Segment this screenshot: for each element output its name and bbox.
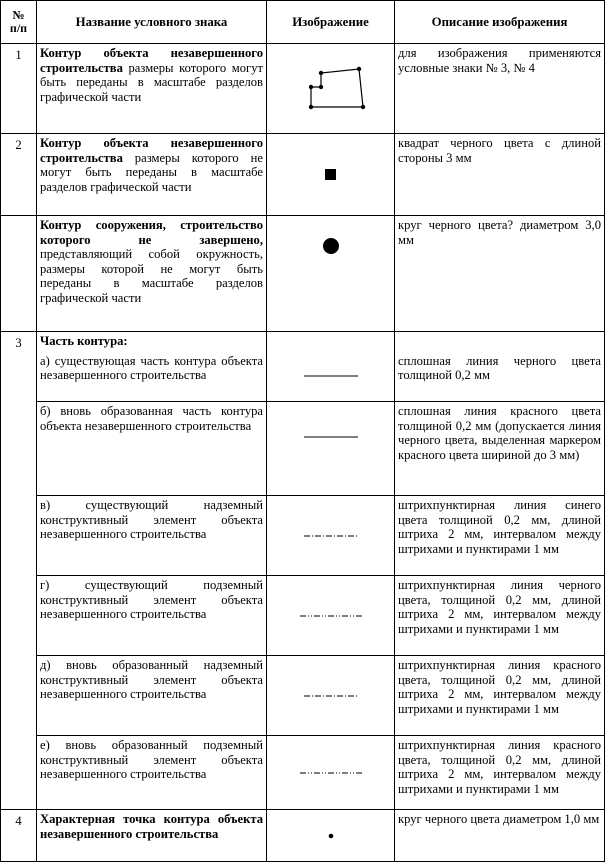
row-name: а) существующая часть контура объекта незавершенного строительства — [37, 352, 267, 402]
header-num: № п/п — [1, 1, 37, 44]
row-name-rest: размеры которого могут быть переданы в масштабе разделов графической части — [40, 60, 263, 104]
row-desc: круг черного цвета диаметром 1,0 мм — [395, 810, 605, 862]
row-name-rest: представляющий собой окружность, размеры которой не могут быть переданы в масштабе разделов графической части — [40, 247, 263, 305]
table-row — [1, 332, 605, 352]
table-row — [1, 656, 605, 736]
solid-line-icon — [286, 434, 376, 440]
row-desc: квадрат черного цвета с длиной стороны 3 мм — [395, 134, 605, 216]
row-name — [37, 134, 267, 216]
table-row — [1, 576, 605, 656]
row-name — [37, 44, 267, 134]
row-name-rest: размеры которого не могут быть переданы в масштабе разделов графической части — [40, 150, 263, 194]
row3-title-desc-cell — [395, 332, 605, 352]
row-desc: сплошная линия красного цвета толщиной 0,2 мм (допускается линия черного цвета, выделенная маркером красного цвета шириной до 3 мм) — [395, 402, 605, 496]
row-desc: штрихпунктирная линия синего цвета толщиной 0,2 мм, длиной штриха 2 мм, интервалом между штрихами и пунктирами 1 мм — [395, 496, 605, 576]
row-image-cell — [267, 352, 395, 402]
table-row — [1, 736, 605, 810]
small-dot-icon — [327, 832, 335, 840]
row-image-cell — [267, 656, 395, 736]
row3-title: Часть контура: — [37, 332, 267, 352]
row-num: 1 — [1, 44, 37, 134]
row3-title-image-cell — [267, 332, 395, 352]
dash-dot-line-icon — [286, 693, 376, 699]
polygon-contour-icon — [291, 59, 371, 119]
solid-line-icon — [286, 373, 376, 379]
row-image-cell — [267, 402, 395, 496]
header-name: Название условного знака — [37, 1, 267, 44]
dash-dot-line-icon — [286, 533, 376, 539]
row-image-cell — [267, 810, 395, 862]
row-desc: круг черного цвета? диаметром 3,0 мм — [395, 216, 605, 332]
table-row — [1, 402, 605, 496]
row-num: 3 — [1, 332, 37, 810]
table-row — [1, 810, 605, 862]
table-row — [1, 44, 605, 134]
row-name: г) существующий подземный конструктивный элемент объекта незавершенного строительства — [37, 576, 267, 656]
row-name: б) вновь образованная часть контура объекта незавершенного строительства — [37, 402, 267, 496]
row-desc: штрихпунктирная линия черного цвета, толщиной 0,2 мм, длиной штриха 2 мм, интервалом между штрихами и пунктирами 1 мм — [395, 576, 605, 656]
table-row — [1, 216, 605, 332]
row-desc: штрихпунктирная линия красного цвета, толщиной 0,2 мм, длиной штриха 2 мм, интервалом между штрихами и пунктирами 1 мм — [395, 736, 605, 810]
table-row — [1, 496, 605, 576]
row-desc: штрихпунктирная линия красного цвета, толщиной 0,2 мм, длиной штриха 2 мм, интервалом между штрихами и пунктирами 1 мм — [395, 656, 605, 736]
row-image-cell — [267, 44, 395, 134]
table-row — [1, 352, 605, 402]
row-image-cell — [267, 134, 395, 216]
dash-dot-dot-line-icon — [286, 770, 376, 776]
row-name: в) существующий надземный конструктивный элемент объекта незавершенного строительства — [37, 496, 267, 576]
row-name — [37, 216, 267, 332]
row-num: 2 — [1, 134, 37, 216]
row-name-bold: Контур сооружения, строительство которого не завершено, — [40, 218, 263, 247]
row-name: е) вновь образованный подземный конструктивный элемент объекта незавершенного строительства — [37, 736, 267, 810]
table-header-row — [1, 1, 605, 44]
row-name: д) вновь образованный надземный конструктивный элемент объекта незавершенного строительства — [37, 656, 267, 736]
row-image-cell — [267, 216, 395, 332]
row-image-cell — [267, 496, 395, 576]
row-desc: для изображения применяются условные знаки № 3, № 4 — [395, 44, 605, 134]
row-name-bold: Контур объекта незавершенного строительства — [40, 46, 263, 75]
row-image-cell — [267, 576, 395, 656]
row-num — [1, 216, 37, 332]
row-image-cell — [267, 736, 395, 810]
row-name-bold: Контур объекта незавершенного строительства — [40, 136, 263, 165]
row-num: 4 — [1, 810, 37, 862]
header-image: Изображение — [267, 1, 395, 44]
header-desc: Описание изображения — [395, 1, 605, 44]
table-row — [1, 134, 605, 216]
row-name: Характерная точка контура объекта незавершенного строительства — [37, 810, 267, 862]
dash-dot-dot-line-icon — [286, 613, 376, 619]
black-square-icon — [324, 168, 338, 182]
black-circle-icon — [321, 236, 341, 256]
row-desc: сплошная линия черного цвета толщиной 0,2 мм — [395, 352, 605, 402]
